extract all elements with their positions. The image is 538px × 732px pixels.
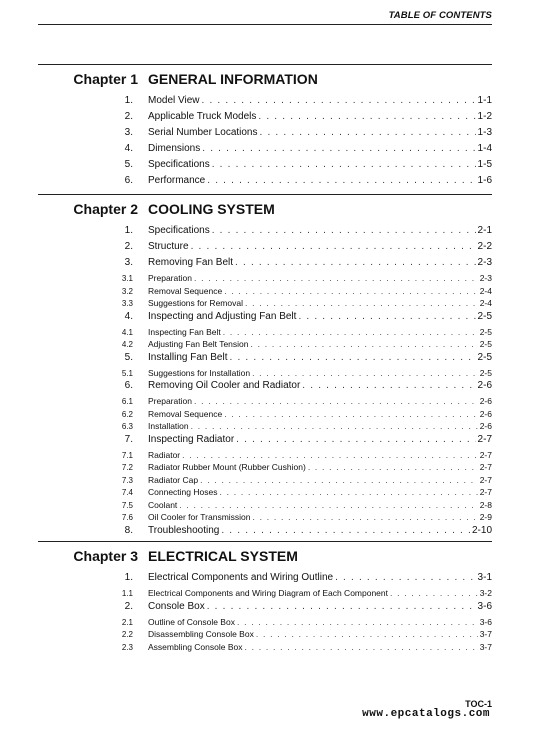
entry-title: Performance	[148, 175, 206, 186]
header-rule	[38, 24, 492, 25]
entry-page: 2-7	[479, 462, 492, 472]
entry-title: Adjusting Fan Belt Tension	[148, 339, 249, 349]
dot-leader	[212, 159, 476, 170]
entry-page: 1-6	[477, 175, 492, 186]
dot-leader	[302, 380, 475, 391]
entry-page: 2-5	[479, 367, 492, 378]
entry-number: 4.1	[121, 327, 133, 337]
toc-subentry[interactable]	[38, 617, 492, 630]
entry-title: Inspecting Radiator	[148, 433, 235, 445]
entry-title: Removing Fan Belt	[148, 257, 234, 268]
entry-number: 3.	[124, 127, 133, 138]
entry-page: 2-1	[477, 225, 492, 236]
toc-subentry[interactable]	[38, 286, 492, 299]
entry-number: 6.	[124, 175, 133, 186]
entry-title: Preparation	[148, 273, 192, 283]
entry-page: 2-6	[479, 408, 492, 419]
toc-entry[interactable]	[38, 311, 492, 327]
entry-page: 3-1	[477, 572, 492, 583]
entry-title: Outline of Console Box	[148, 616, 235, 627]
toc-subentry[interactable]	[38, 588, 492, 601]
entry-title: Electrical Components and Wiring Outline	[148, 572, 334, 583]
entry-page: 1-2	[477, 111, 492, 122]
toc-entry[interactable]	[38, 225, 492, 241]
toc-entry[interactable]	[38, 257, 492, 273]
dot-leader	[237, 617, 478, 627]
chapter-title: GENERAL INFORMATION	[148, 71, 318, 87]
dot-leader	[258, 111, 475, 122]
entry-page: 2-6	[479, 421, 492, 431]
entry-page: 1-1	[477, 95, 492, 106]
chapter-rule	[38, 64, 492, 65]
toc-entry-list	[38, 95, 492, 191]
dot-leader	[245, 642, 478, 652]
dot-leader	[251, 339, 478, 349]
entry-number: 7.	[124, 433, 133, 445]
chapter-number: Chapter 2	[73, 201, 138, 217]
entry-page: 2-7	[479, 474, 492, 485]
entry-number: 7.1	[121, 450, 133, 460]
entry-number: 7.4	[121, 488, 133, 497]
entry-title: Dimensions	[148, 143, 201, 154]
toc-entry[interactable]	[38, 434, 492, 450]
entry-title: Electrical Components and Wiring Diagram of Each Component	[148, 588, 389, 598]
entry-title: Inspecting and Adjusting Fan Belt	[148, 310, 297, 322]
entry-title: Disassembling Console Box	[148, 629, 254, 639]
chapter-number: Chapter 3	[73, 548, 138, 564]
entry-number: 2.	[124, 241, 133, 252]
toc-subentry[interactable]	[38, 327, 492, 340]
entry-number: 7.5	[121, 500, 133, 510]
entry-page: 2-5	[477, 310, 492, 322]
dot-leader	[191, 241, 476, 252]
dot-leader	[212, 225, 476, 236]
chapter-heading	[38, 548, 492, 568]
entry-number: 4.	[124, 143, 133, 154]
toc-entry[interactable]	[38, 159, 492, 175]
toc-entry[interactable]	[38, 95, 492, 111]
entry-title: Model View	[148, 95, 200, 106]
dot-leader	[207, 601, 476, 612]
running-header: TABLE OF CONTENTS	[388, 10, 492, 21]
chapter-rule	[38, 194, 492, 195]
entry-page: 3-6	[477, 600, 492, 612]
entry-title: Specifications	[148, 225, 210, 236]
chapter-3-section	[38, 541, 492, 654]
entry-page: 2-8	[479, 499, 492, 510]
entry-number: 7.6	[121, 513, 133, 522]
dot-leader	[335, 572, 475, 583]
entry-number: 3.2	[121, 286, 133, 296]
entry-page: 2-5	[479, 326, 492, 337]
dot-leader	[207, 175, 475, 186]
watermark: www.epcatalogs.com	[362, 708, 490, 720]
entry-title: Coolant	[148, 499, 178, 510]
dot-leader	[235, 257, 476, 268]
chapter-number: Chapter 1	[73, 71, 138, 87]
entry-title: Preparation	[148, 396, 192, 406]
entry-page: 2-6	[477, 380, 492, 391]
dot-leader	[236, 434, 475, 445]
dot-leader	[202, 143, 475, 154]
entry-number: 3.3	[121, 299, 133, 308]
entry-title: Oil Cooler for Transmission	[148, 512, 251, 522]
toc-subentry[interactable]	[38, 421, 492, 434]
entry-page: 2-4	[479, 285, 492, 296]
entry-number: 5.1	[121, 368, 133, 378]
chapter-heading	[38, 201, 492, 221]
chapter-rule	[38, 541, 492, 542]
dot-leader	[191, 421, 478, 431]
entry-number: 2.	[124, 600, 133, 612]
entry-title: Radiator Rubber Mount (Rubber Cushion)	[148, 462, 306, 472]
dot-leader	[194, 396, 478, 406]
entry-title: Applicable Truck Models	[148, 111, 257, 122]
entry-number: 1.	[124, 225, 133, 236]
toc-subentry[interactable]	[38, 475, 492, 488]
toc-entry[interactable]	[38, 352, 492, 368]
entry-number: 1.	[124, 572, 133, 583]
toc-subentry[interactable]	[38, 512, 492, 525]
dot-leader	[224, 409, 478, 419]
toc-subentry[interactable]	[38, 642, 492, 655]
dot-leader	[224, 286, 478, 296]
chapter-title: ELECTRICAL SYSTEM	[148, 548, 298, 564]
dot-leader	[182, 450, 478, 460]
entry-title: Structure	[148, 241, 189, 252]
toc-subentry[interactable]	[38, 298, 492, 311]
toc-subentry[interactable]	[38, 273, 492, 286]
dot-leader	[256, 629, 478, 639]
toc-entry[interactable]	[38, 143, 492, 159]
toc-subentry[interactable]	[38, 500, 492, 513]
dot-leader	[221, 525, 470, 536]
entry-page: 3-7	[479, 629, 492, 639]
chapter-2-section	[38, 194, 492, 541]
toc-subentry[interactable]	[38, 629, 492, 642]
entry-page: 2-9	[479, 512, 492, 522]
entry-page: 2-4	[479, 298, 492, 308]
entry-page: 3-6	[479, 616, 492, 627]
entry-page: 2-7	[479, 449, 492, 460]
toc-entry[interactable]	[38, 572, 492, 588]
dot-leader	[308, 462, 478, 472]
entry-number: 4.2	[121, 340, 133, 349]
entry-number: 6.1	[121, 397, 133, 406]
entry-page: 1-3	[477, 127, 492, 138]
dot-leader	[200, 475, 478, 485]
toc-subentry[interactable]	[38, 450, 492, 463]
entry-number: 5.	[124, 351, 133, 363]
entry-number: 6.	[124, 380, 133, 391]
entry-number: 7.2	[121, 463, 133, 472]
entry-title: Specifications	[148, 159, 210, 170]
entry-page: 3-7	[479, 641, 492, 652]
entry-page: 2-10	[471, 524, 492, 536]
chapter-1-section	[38, 64, 492, 191]
entry-page: 2-7	[477, 433, 492, 445]
entry-number: 8.	[124, 524, 133, 536]
toc-entry[interactable]	[38, 111, 492, 127]
entry-title: Console Box	[148, 600, 205, 612]
entry-page: 1-4	[477, 143, 492, 154]
entry-title: Installing Fan Belt	[148, 351, 228, 363]
dot-leader	[219, 487, 477, 497]
dot-leader	[390, 588, 478, 598]
entry-number: 4.	[124, 310, 133, 322]
toc-entry[interactable]	[38, 601, 492, 617]
toc-subentry[interactable]	[38, 409, 492, 422]
entry-page: 2-3	[477, 257, 492, 268]
dot-leader	[260, 127, 476, 138]
entry-number: 6.2	[121, 409, 133, 419]
entry-title: Removal Sequence	[148, 285, 223, 296]
entry-number: 2.	[124, 111, 133, 122]
entry-number: 2.1	[121, 617, 133, 627]
toc-entry-list	[38, 572, 492, 654]
entry-number: 1.	[124, 95, 133, 106]
entry-title: Inspecting Fan Belt	[148, 326, 221, 337]
entry-number: 5.	[124, 159, 133, 170]
entry-number: 3.	[124, 257, 133, 268]
dot-leader	[298, 311, 475, 322]
entry-number: 7.3	[121, 475, 133, 485]
toc-subentry[interactable]	[38, 339, 492, 352]
entry-page: 2-5	[479, 339, 492, 349]
entry-title: Connecting Hoses	[148, 487, 218, 497]
entry-page: 2-2	[477, 241, 492, 252]
entry-title: Suggestions for Removal	[148, 298, 243, 308]
entry-title: Serial Number Locations	[148, 127, 258, 138]
dot-leader	[245, 298, 478, 308]
dot-leader	[253, 512, 478, 522]
toc-entry-list	[38, 225, 492, 541]
entry-title: Removal Sequence	[148, 408, 223, 419]
entry-page: 2-6	[479, 396, 492, 406]
entry-number: 3.1	[121, 274, 133, 283]
toc-subentry[interactable]	[38, 487, 492, 500]
toc-entry[interactable]	[38, 525, 492, 541]
dot-leader	[194, 273, 478, 283]
toc-subentry[interactable]	[38, 396, 492, 409]
entry-title: Removing Oil Cooler and Radiator	[148, 380, 301, 391]
toc-subentry[interactable]	[38, 462, 492, 475]
chapter-title: COOLING SYSTEM	[148, 201, 275, 217]
toc-entry[interactable]	[38, 175, 492, 191]
toc-entry[interactable]	[38, 380, 492, 396]
chapter-heading	[38, 71, 492, 91]
entry-page: 2-5	[477, 351, 492, 363]
toc-entry[interactable]	[38, 127, 492, 143]
entry-number: 2.2	[121, 630, 133, 639]
entry-page: 3-2	[479, 588, 492, 598]
entry-title: Assembling Console Box	[148, 641, 243, 652]
toc-entry[interactable]	[38, 241, 492, 257]
page-number: TOC-1	[465, 699, 492, 709]
entry-number: 1.1	[121, 589, 133, 598]
entry-page: 2-3	[479, 273, 492, 283]
dot-leader	[202, 95, 476, 106]
dot-leader	[252, 368, 478, 378]
toc-subentry[interactable]	[38, 368, 492, 381]
entry-title: Installation	[148, 421, 189, 431]
entry-number: 6.3	[121, 422, 133, 431]
dot-leader	[179, 500, 477, 510]
entry-title: Suggestions for Installation	[148, 367, 251, 378]
entry-title: Radiator Cap	[148, 474, 199, 485]
dot-leader	[230, 352, 476, 363]
dot-leader	[223, 327, 478, 337]
entry-title: Radiator	[148, 449, 181, 460]
entry-title: Troubleshooting	[148, 524, 220, 536]
entry-number: 2.3	[121, 642, 133, 652]
entry-page: 2-7	[479, 487, 492, 497]
entry-page: 1-5	[477, 159, 492, 170]
